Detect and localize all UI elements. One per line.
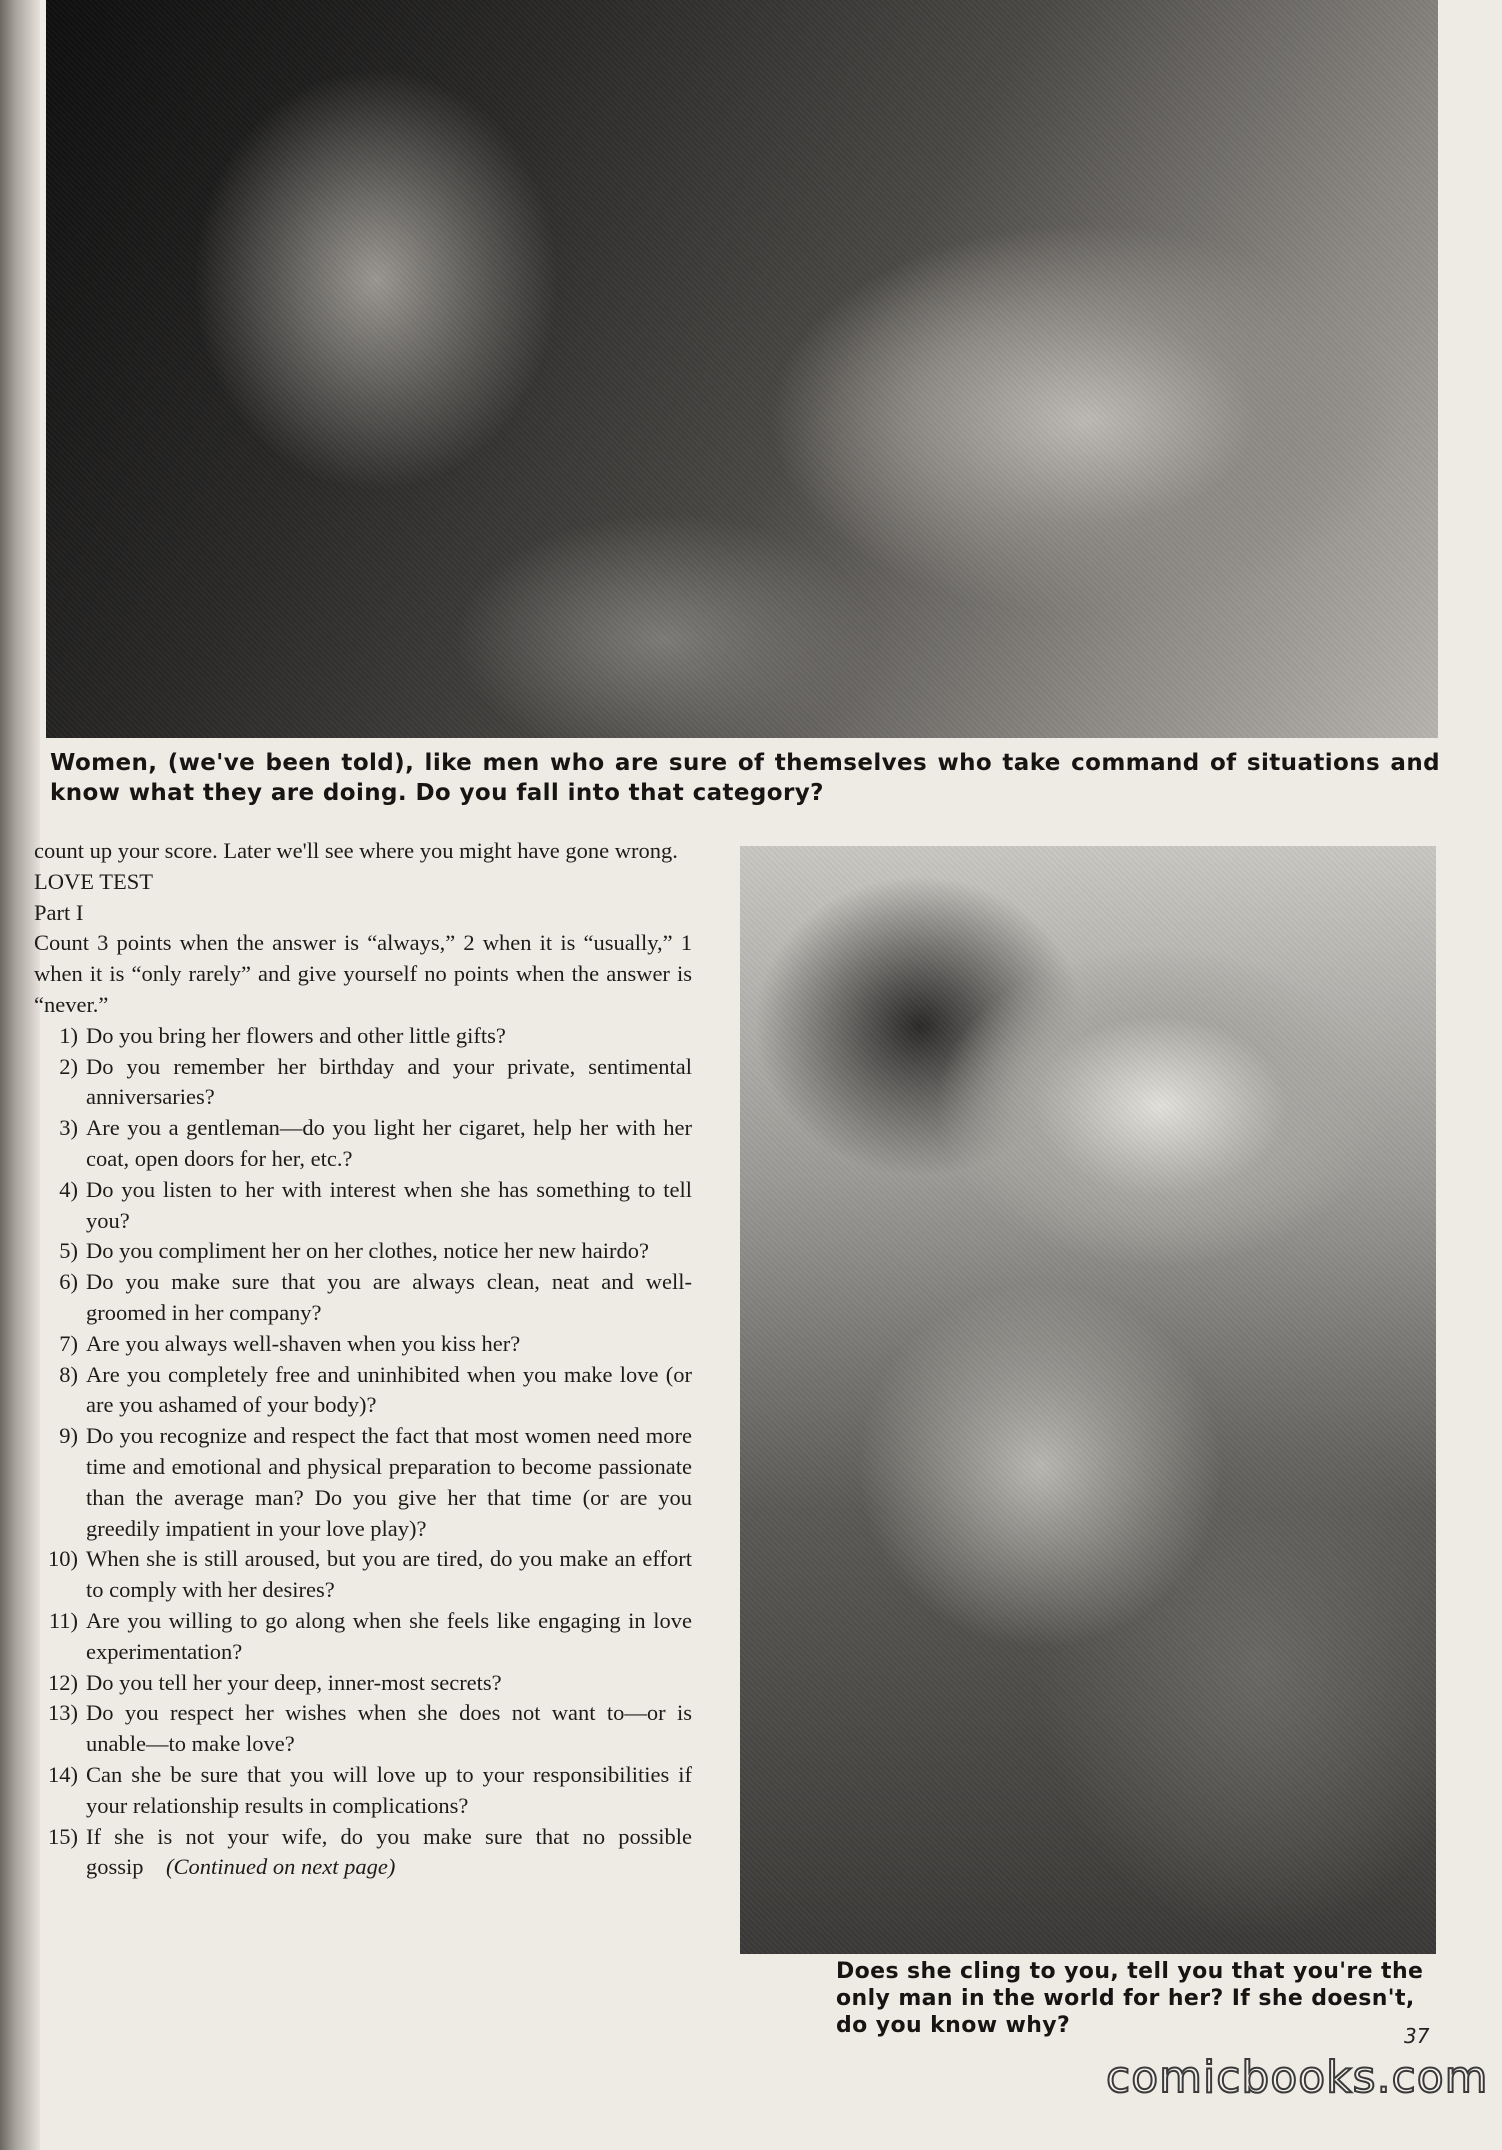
intro-paragraph: count up your score. Later we'll see where you might have gone wrong. (34, 838, 678, 863)
question-number: 6) (59, 1269, 78, 1295)
article-heading: LOVE TEST (34, 868, 153, 894)
question-text: Are you a gentleman—do you light her cigaret, help her with her coat, open doors for her, etc.? (86, 1115, 692, 1171)
question-text (86, 1822, 692, 1884)
question-text: Are you completely free and uninhibited when you make love (or are you ashamed of your body)? (86, 1361, 692, 1418)
question-text: Are you willing to go along when she feels like engaging in love experimentation? (86, 1607, 692, 1664)
question-list (34, 1021, 692, 1883)
question-text: Are you always well-shaven when you kiss her? (86, 1330, 521, 1356)
question-number: 13) (48, 1700, 78, 1726)
question-item (34, 1329, 692, 1360)
question-text: Do you remember her birthday and your private, sentimental anniversaries? (86, 1053, 692, 1110)
right-photo-caption: Does she cling to you, tell you that you're the only man in the world for her? If she doesn't, do you know why? (836, 1959, 1424, 2038)
question-text: Do you bring her flowers and other little gifts? (86, 1022, 506, 1048)
question-text: Do you make sure that you are always clean, neat and well-groomed in her company? (86, 1269, 692, 1325)
question-text: Do you compliment her on her clothes, notice her new hairdo? (86, 1238, 649, 1264)
question-item (34, 1236, 692, 1267)
page-number: 37 (1404, 2024, 1430, 2048)
question-number: 11) (48, 1607, 78, 1633)
question-number: 4) (59, 1176, 78, 1202)
question-text-15: If she is not your wife, do you make sure that no possible gossip (86, 1823, 692, 1880)
top-photo-embracing-couple (46, 0, 1438, 738)
question-text: Do you listen to her with interest when she has something to tell you? (86, 1176, 692, 1233)
question-number: 3) (59, 1115, 78, 1141)
question-number: 12) (48, 1669, 78, 1695)
question-text: Do you respect her wishes when she does not want to—or is unable—to make love? (86, 1700, 692, 1757)
question-number: 15) (48, 1823, 78, 1849)
question-item (34, 1175, 692, 1237)
question-item (34, 1021, 692, 1052)
question-item (34, 1698, 692, 1760)
question-item (34, 1360, 692, 1422)
article-subheading: Part I (34, 899, 84, 925)
question-number: 14) (48, 1761, 78, 1787)
continued-note: (Continued on next page) (166, 1854, 396, 1880)
question-item (34, 1052, 692, 1114)
right-photo-clinging-couple (740, 846, 1436, 1954)
question-number: 8) (59, 1361, 78, 1387)
question-number: 2) (59, 1053, 78, 1079)
question-item (34, 1760, 692, 1822)
question-text: Can she be sure that you will love up to your responsibilities if your relationship results in complications? (86, 1761, 692, 1818)
instructions-paragraph: Count 3 points when the answer is “always,” 2 when it is “usually,” 1 when it is “only rarely” and give yourself no points when the answer is “never.” (34, 930, 692, 1017)
question-text: Do you recognize and respect the fact that most women need more time and emotional and physical preparation to become passionate than the average man? Do you give her that time (or are you greedily impatient in your love play)? (86, 1423, 692, 1541)
question-number: 7) (59, 1330, 78, 1356)
question-number: 10) (48, 1546, 78, 1572)
question-item (34, 1267, 692, 1329)
question-item (34, 1544, 692, 1606)
article-column (34, 836, 692, 1883)
question-item (34, 1606, 692, 1668)
watermark-logo: comicbooks.com (1106, 2052, 1489, 2103)
question-item (34, 1421, 692, 1544)
question-item (34, 1668, 692, 1699)
question-text: Do you tell her your deep, inner-most secrets? (86, 1669, 502, 1695)
question-number: 5) (59, 1238, 78, 1264)
question-number: 1) (59, 1022, 78, 1048)
question-item (34, 1822, 692, 1884)
question-number: 9) (59, 1423, 78, 1449)
question-text: When she is still aroused, but you are tired, do you make an effort to comply with her desires? (86, 1546, 692, 1603)
top-photo-caption: Women, (we've been told), like men who are sure of themselves who take command of situations and know what they are doing. Do you fall into that category? (50, 750, 1440, 806)
question-item (34, 1113, 692, 1175)
